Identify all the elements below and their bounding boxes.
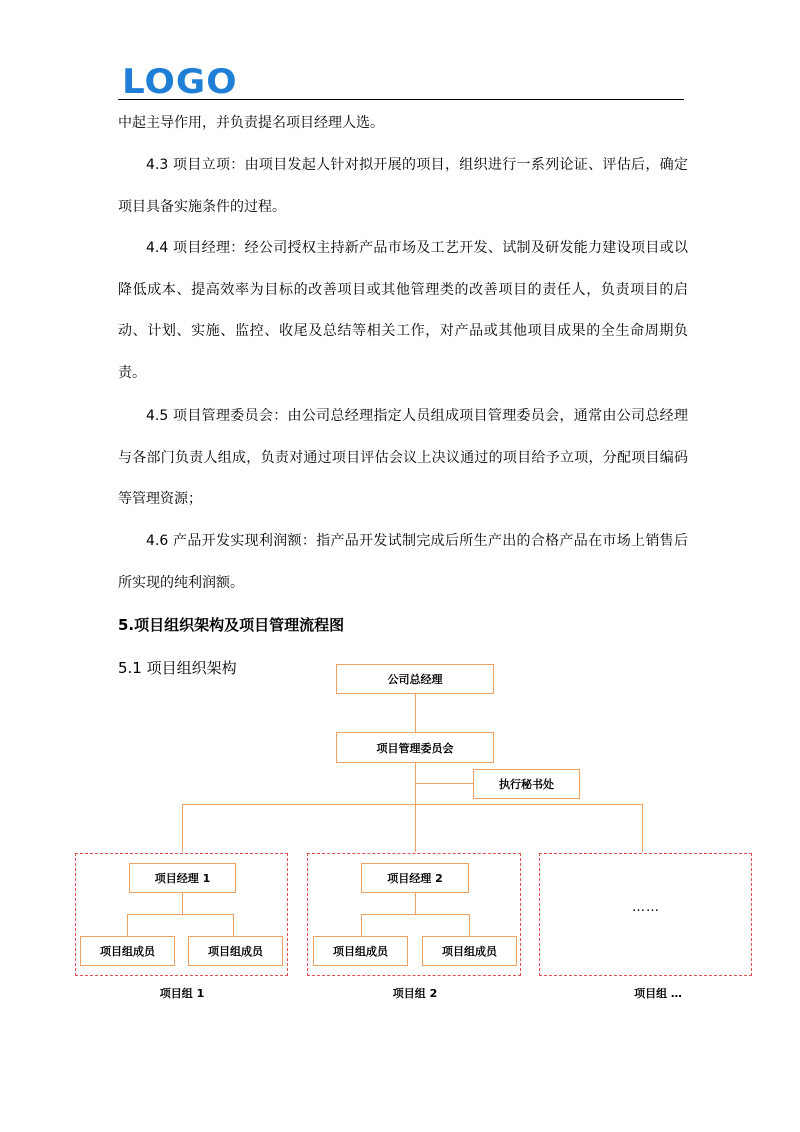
header-rule [118, 99, 684, 100]
section-subtitle: 5.1 项目组织架构 [118, 659, 237, 677]
group-3-label: 项目组 … [634, 987, 682, 1000]
paragraph-4-4: 4.4 项目经理：经公司授权主持新产品市场及工艺开发、试制及研发能力建设项目或以降低成本、提高效率为目标的改善项目或其他管理类的改善项目的责任人，负责项目的启动、计划、实施、监控、收尾及总结等相关工作，对产品或其他项目成果的全生命周期负责。 [118, 240, 688, 381]
group-3-ellipsis: …… [632, 900, 660, 915]
box-project-manager-1: 项目经理 1 [129, 863, 236, 893]
connector-pm2-bus [361, 914, 470, 915]
box-project-committee: 项目管理委员会 [336, 732, 494, 763]
paragraph-continuation: 中起主导作用，并负责提名项目经理人选。 [118, 115, 384, 131]
connector-pm2-left [361, 914, 362, 936]
section-title: 5.项目组织架构及项目管理流程图 [118, 616, 345, 634]
paragraph-4-5: 4.5 项目管理委员会：由公司总经理指定人员组成项目管理委员会，通常由公司总经理与各部门负责人组成，负责对通过项目评估会议上决议通过的项目给予立项，分配项目编码等管理资源； [118, 408, 688, 507]
box-project-manager-2: 项目经理 2 [361, 863, 469, 893]
connector-pm1-right [233, 914, 234, 936]
connector-drop-group3 [642, 804, 643, 852]
connector-horizontal-bus [182, 804, 643, 805]
box-member-2b: 项目组成员 [422, 936, 517, 966]
box-member-1b: 项目组成员 [188, 936, 283, 966]
box-secretariat: 执行秘书处 [473, 769, 580, 799]
connector-pm1-bus [127, 914, 234, 915]
connector-drop-group2 [415, 804, 416, 852]
paragraph-4-6: 4.6 产品开发实现利润额：指产品开发试制完成后所生产出的合格产品在市场上销售后所实现的纯利润额。 [118, 533, 688, 591]
connector-drop-group1 [182, 804, 183, 852]
group-2-label: 项目组 2 [392, 987, 438, 1000]
paragraph-4-3: 4.3 项目立项：由项目发起人针对拟开展的项目，组织进行一系列论证、评估后，确定项目具备实施条件的过程。 [118, 157, 688, 215]
connector-pm1-left [127, 914, 128, 936]
group-1-label: 项目组 1 [159, 987, 205, 1000]
connector-pm1-down [182, 893, 183, 914]
connector-pm2-down [415, 893, 416, 914]
connector-pm2-right [469, 914, 470, 936]
connector-gm-committee [415, 693, 416, 733]
box-member-1a: 项目组成员 [80, 936, 175, 966]
logo: LOGO [122, 62, 238, 102]
connector-secretariat [415, 783, 473, 784]
box-member-2a: 项目组成员 [313, 936, 408, 966]
box-general-manager: 公司总经理 [336, 664, 494, 694]
